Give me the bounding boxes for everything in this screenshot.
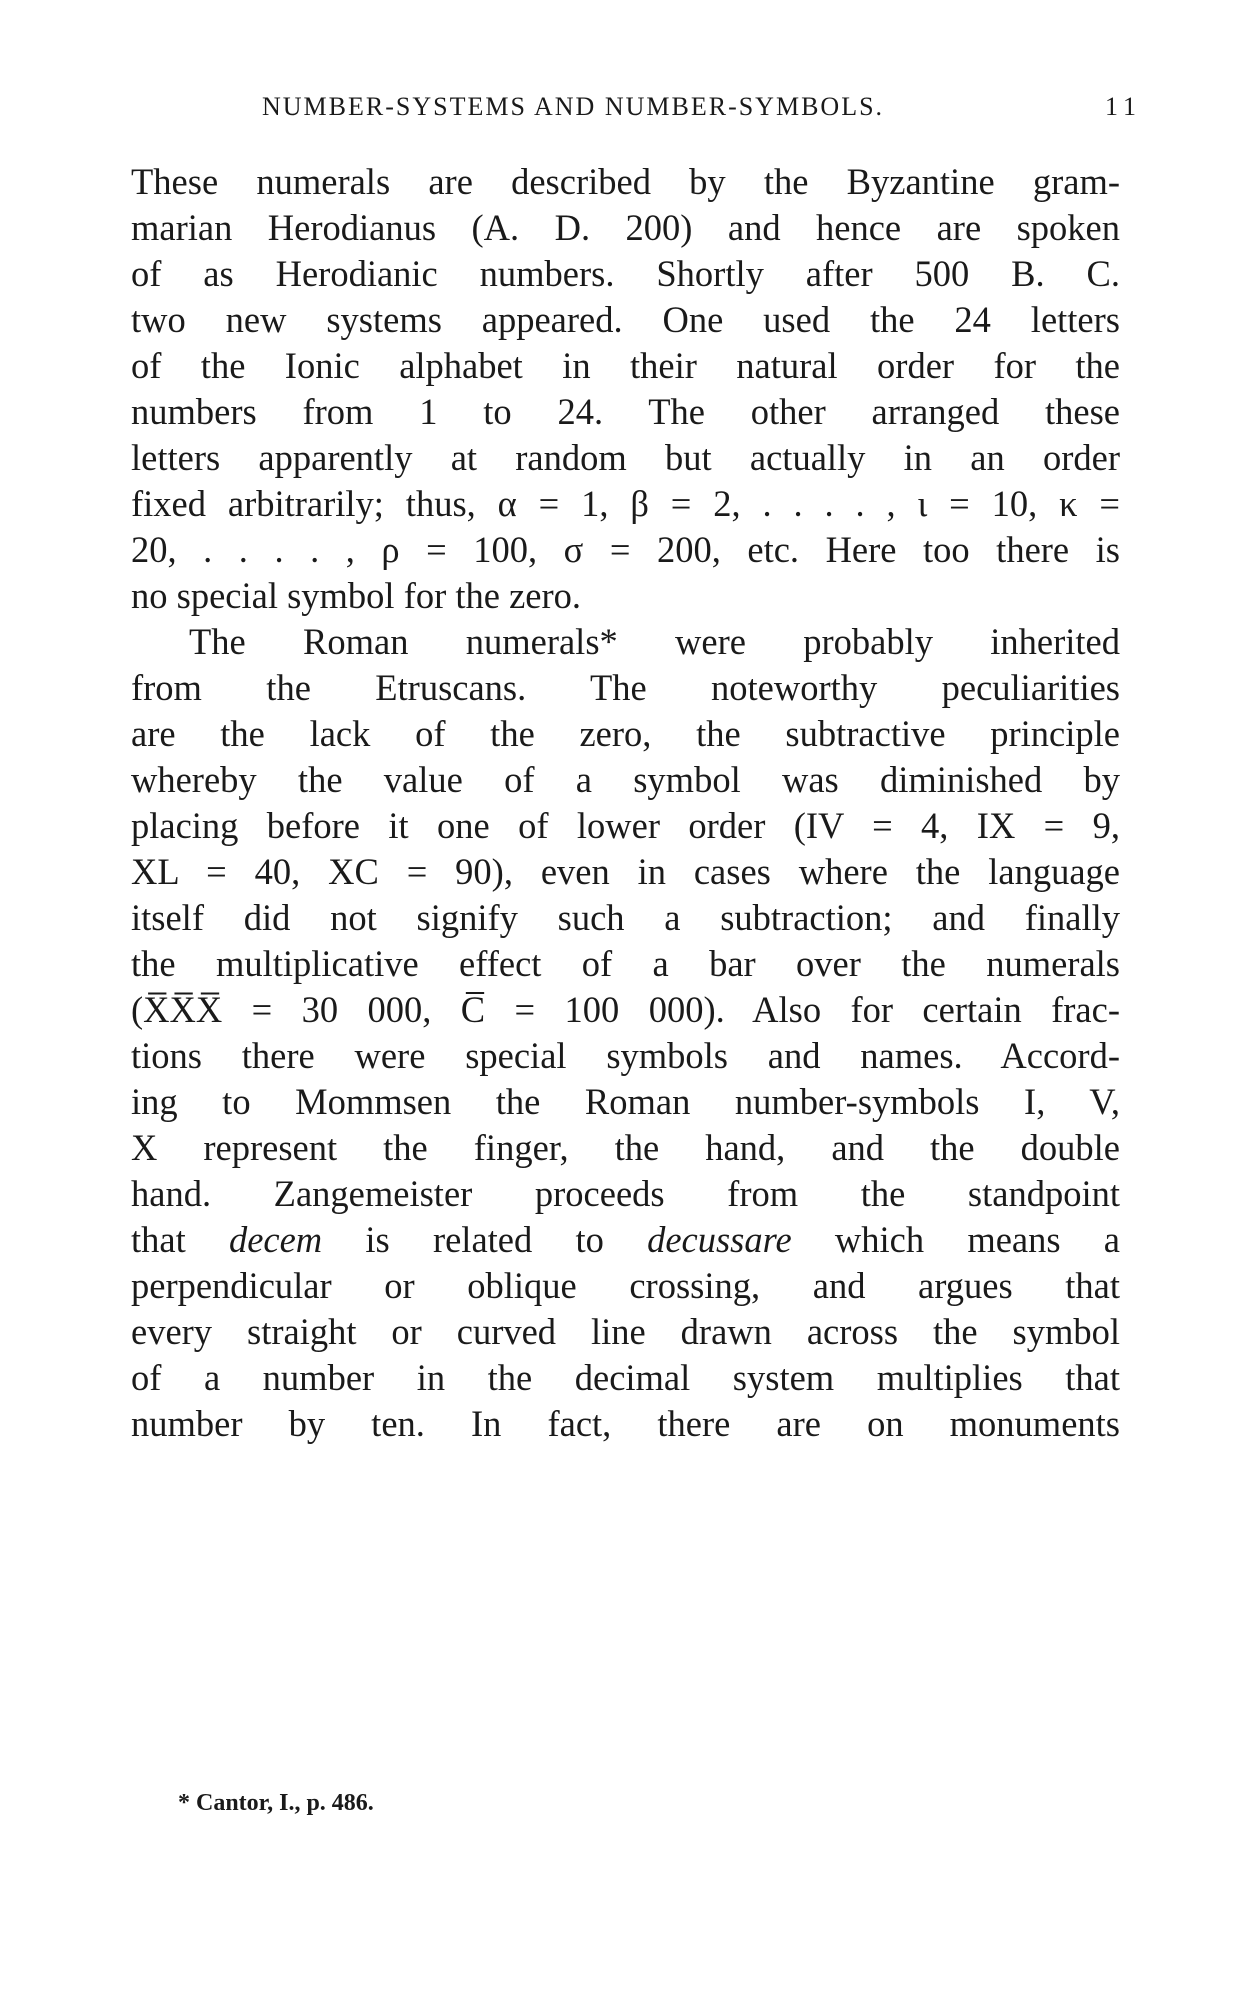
text-line: from the Etruscans. The noteworthy peculiarities bbox=[131, 667, 1120, 708]
text-line: number by ten. In fact, there are on monuments bbox=[131, 1403, 1120, 1444]
running-header bbox=[262, 92, 1142, 132]
text-line: tions there were special symbols and names. Accord- bbox=[131, 1035, 1120, 1076]
text-line: of a number in the decimal system multiplies that bbox=[131, 1357, 1120, 1398]
text-line: of as Herodianic numbers. Shortly after 500 B. C. bbox=[131, 253, 1120, 294]
text-line: 20, . . . . , ρ = 100, σ = 200, etc. Here too there is bbox=[131, 529, 1120, 570]
text-line: hand. Zangemeister proceeds from the standpoint bbox=[131, 1173, 1120, 1214]
text-line: fixed arbitrarily; thus, α = 1, β = 2, . . . . , ι = 10, κ = bbox=[131, 483, 1120, 524]
text-line: of the Ionic alphabet in their natural order for the bbox=[131, 345, 1120, 386]
text-line: are the lack of the zero, the subtractive principle bbox=[131, 713, 1120, 754]
latin-word: decem bbox=[228, 1219, 323, 1260]
text-line: perpendicular or oblique crossing, and argues that bbox=[131, 1265, 1120, 1306]
text-line: (X̅X̅X̅ = 30 000, C̅ = 100 000). Also for certain frac- bbox=[131, 989, 1120, 1030]
text-line: XL = 40, XC = 90), even in cases where the language bbox=[131, 851, 1120, 892]
latin-word: decussare bbox=[647, 1219, 792, 1260]
text-line: X represent the finger, the hand, and the double bbox=[131, 1127, 1120, 1168]
text-line: letters apparently at random but actually in an order bbox=[131, 437, 1120, 478]
text-line: ing to Mommsen the Roman number-symbols I, V, bbox=[131, 1081, 1120, 1122]
text-line: that decem is related to decussare which means a bbox=[131, 1219, 1121, 1260]
footnote: * Cantor, I., p. 486. bbox=[178, 1790, 374, 1816]
text-line: These numerals are described by the Byzantine gram- bbox=[131, 161, 1120, 202]
text-line: The Roman numerals* were probably inherited bbox=[189, 621, 1120, 662]
text-line: the multiplicative effect of a bar over the numerals bbox=[131, 943, 1120, 984]
text-line: whereby the value of a symbol was diminished by bbox=[131, 759, 1120, 800]
text-line: placing before it one of lower order (IV = 4, IX = 9, bbox=[131, 805, 1120, 846]
header-title: NUMBER-SYSTEMS AND NUMBER-SYMBOLS. bbox=[262, 92, 885, 121]
page-number: 11 bbox=[1104, 92, 1142, 121]
text-line: two new systems appeared. One used the 24 letters bbox=[131, 299, 1120, 340]
text-line: marian Herodianus (A. D. 200) and hence are spoken bbox=[131, 207, 1120, 248]
text-line: numbers from 1 to 24. The other arranged these bbox=[131, 391, 1120, 432]
text-line: itself did not signify such a subtraction; and finally bbox=[131, 897, 1120, 938]
text-line: no special symbol for the zero. bbox=[131, 575, 582, 616]
text-line: every straight or curved line drawn across the symbol bbox=[131, 1311, 1120, 1352]
